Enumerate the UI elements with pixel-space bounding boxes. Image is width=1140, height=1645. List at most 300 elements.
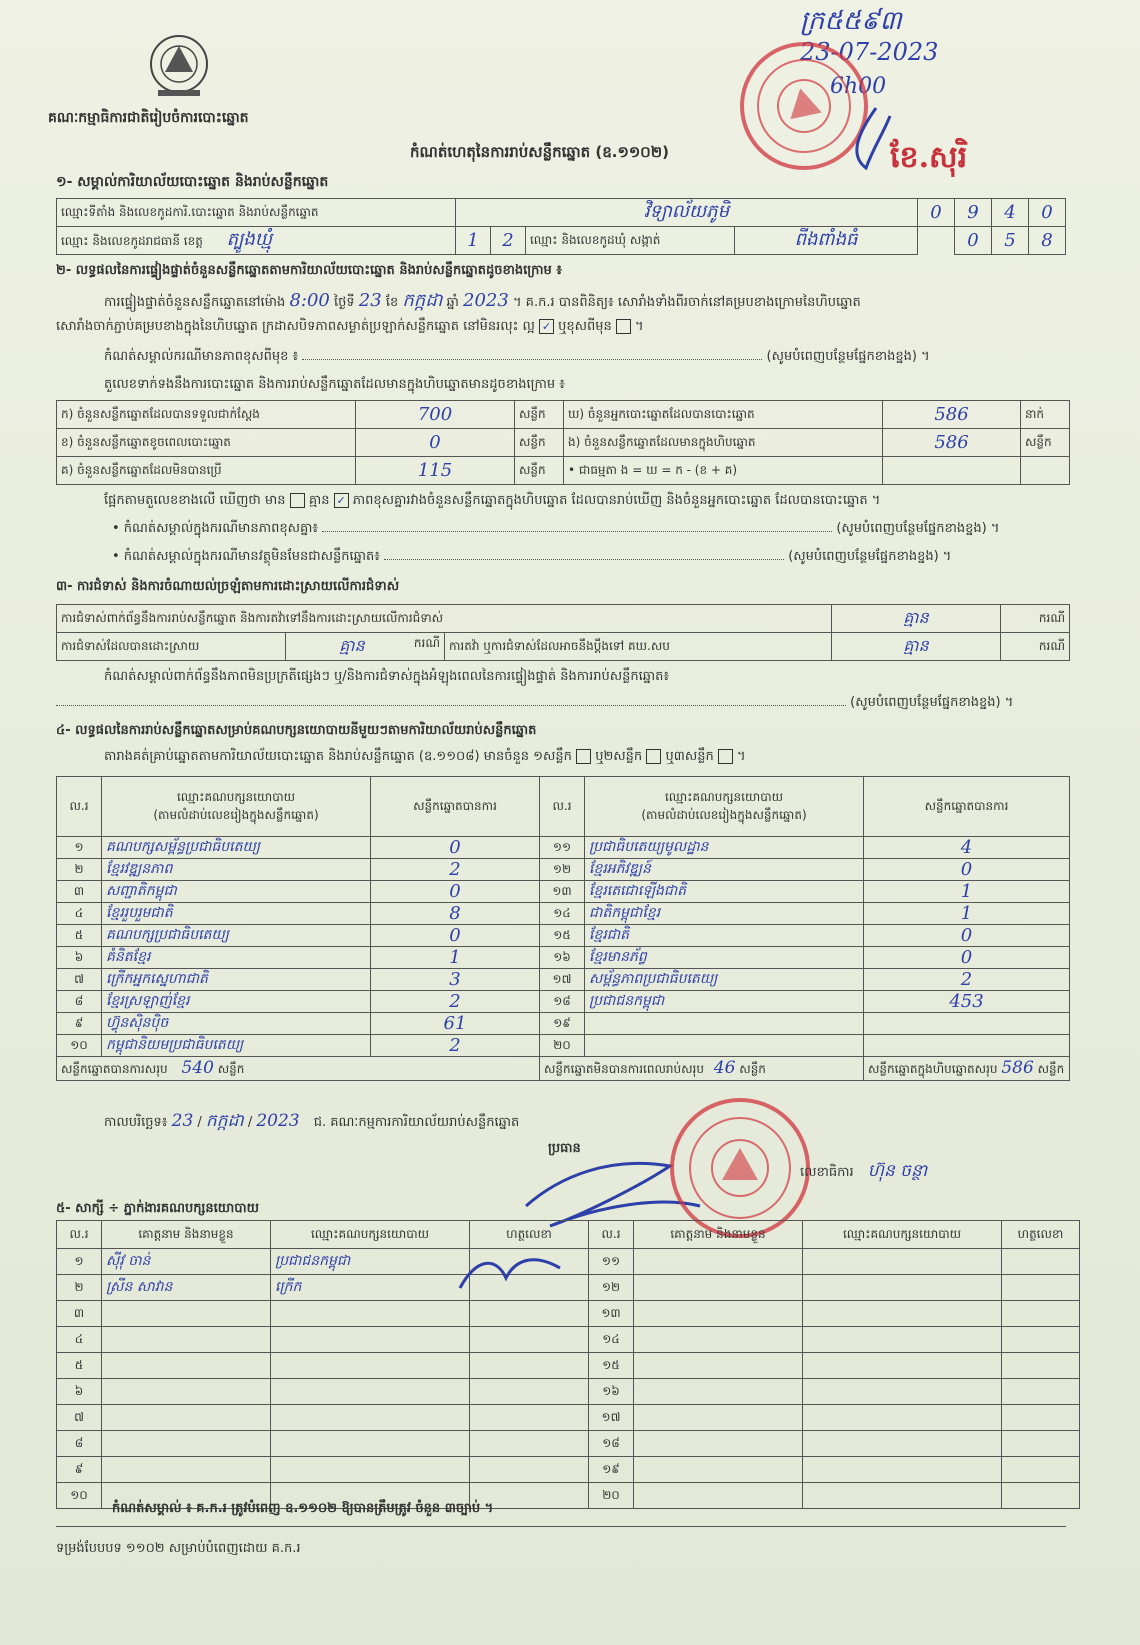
- s5-right-party: [803, 1457, 1002, 1483]
- s5-right-sign: [1002, 1431, 1080, 1457]
- hand-code: ក្រ៥៥៩៣: [800, 6, 902, 36]
- s2-line2-text: សោរាំងចាក់ភ្ជាប់គម្របខាងក្នុងនៃហិបឆ្នោត ក្រដាសបិទភាពសម្ងាត់ប្រឡាក់សន្លឹកឆ្នោត នៅមិនរលុះ: [56, 319, 519, 334]
- s2-day: 23: [358, 290, 382, 311]
- s5-left-name: ស្រីន សាវាន: [102, 1275, 271, 1301]
- s5-right-party: [803, 1353, 1002, 1379]
- s2-count-label2: ឃ) ចំនួនអ្នកបោះឆ្នោតដែលបានបោះឆ្នោត: [564, 401, 883, 429]
- s2-compare: [104, 492, 880, 511]
- s4-col-no-right: ល.រ: [540, 777, 585, 837]
- s1-row2-value-b: ពីងពាំងធំ: [735, 227, 918, 255]
- s2-bullet1-tail: (សូមបំពេញបន្ថែមផ្នែកខាងខ្នង) ។: [836, 521, 1000, 536]
- s2-count-row: [57, 429, 1070, 457]
- s2-month: កក្កដា: [402, 290, 443, 311]
- s5-left-sign: [470, 1457, 589, 1483]
- s5-right-sign: [1002, 1353, 1080, 1379]
- s4-right-party: [585, 1035, 864, 1057]
- s5-left-name: [102, 1327, 271, 1353]
- s4-right-votes: [864, 1013, 1070, 1035]
- s5-right-no: ១៤: [589, 1327, 634, 1353]
- s2-note1-text: កំណត់សម្គាល់ករណីមានភាពខុសពីមុខ ៖: [104, 349, 299, 364]
- s4-right-party: ខ្មែរមានភ័ព្វ: [585, 947, 864, 969]
- section5-title: ៥- សាក្សី ÷ ភ្នាក់ងារគណបក្សនយោបាយ: [56, 1201, 259, 1216]
- s4-left-no: ៥: [57, 925, 102, 947]
- s4-left-party: ខ្មែររួបរួមជាតិ: [102, 903, 371, 925]
- s2-note1-dots: [302, 359, 762, 360]
- s5-col-sign-left: ហត្ថលេខា: [470, 1221, 589, 1249]
- s2-count-unit2: នាក់: [1021, 401, 1070, 429]
- s4-left-party: គំនិតខ្មែរ: [102, 947, 371, 969]
- s2-count-value: 0: [356, 429, 515, 457]
- s1-row2-label: [57, 227, 456, 255]
- s4-right-no: ១៥: [540, 925, 585, 947]
- s3-note-dots: [56, 705, 846, 706]
- s2-check-no[interactable]: [616, 319, 631, 334]
- s5-left-no: ៨: [57, 1431, 102, 1457]
- s5-left-no: ៣: [57, 1301, 102, 1327]
- s5-witness-row: [57, 1275, 1080, 1301]
- s4-secretary: [800, 1160, 927, 1185]
- section4-title: ៤- លទ្ធផលនៃការរាប់សន្លឹកឆ្នោតសម្រាប់គណបក្សនយោបាយនីមួយៗតាមការិយាល័យរាប់សន្លឹកឆ្នោត: [56, 723, 537, 738]
- s3-note-tail: (សូមបំពេញបន្ថែមផ្នែកខាងខ្នង) ។: [850, 695, 1014, 710]
- s5-right-party: [803, 1379, 1002, 1405]
- s3-row1-unit: ករណី: [1001, 605, 1070, 633]
- s5-right-name: [634, 1353, 803, 1379]
- s5-right-no: ១៨: [589, 1431, 634, 1457]
- s5-left-sign: [470, 1327, 589, 1353]
- s4-secretary-name: ហ៊ុន ចន្ថា: [867, 1161, 928, 1181]
- s4-left-party: ហ៊្វុនស៊ិនប៉ិច: [102, 1013, 371, 1035]
- s5-right-name: [634, 1275, 803, 1301]
- s2-count-unit2: សន្លឹក: [1021, 429, 1070, 457]
- s4-left-votes: 2: [371, 991, 540, 1013]
- s2-count-label2: ង) ចំនួនសន្លឹកឆ្នោតដែលមានក្នុងហិបឆ្នោត: [564, 429, 883, 457]
- s4-col-votes-right: សន្លឹកឆ្នោតបានការ: [864, 777, 1070, 837]
- s5-right-party: [803, 1301, 1002, 1327]
- s5-right-party: [803, 1431, 1002, 1457]
- s4-right-votes: 4: [864, 837, 1070, 859]
- s3-row1-value: គ្មាន: [832, 605, 1001, 633]
- s5-left-no: ១: [57, 1249, 102, 1275]
- s4-right-party: ប្រជាធិបតេយ្យមូលដ្ឋាន: [585, 837, 864, 859]
- s5-witness-row: [57, 1405, 1080, 1431]
- s2-count-intro: តួលេខទាក់ទងនឹងការបោះឆ្នោត និងការរាប់សន្លឹកឆ្នោតដែលមានក្នុងហិបឆ្នោតមានដូចខាងក្រោម ៖: [104, 377, 565, 392]
- s5-witness-row: [57, 1457, 1080, 1483]
- s5-right-sign: [1002, 1327, 1080, 1353]
- s2-count-value: 115: [356, 457, 515, 485]
- s4-date-day: 23: [171, 1111, 194, 1131]
- s4-right-no: ១៤: [540, 903, 585, 925]
- s5-witness-row: [57, 1431, 1080, 1457]
- s5-right-no: ១៥: [589, 1353, 634, 1379]
- s5-left-no: ៩: [57, 1457, 102, 1483]
- s4-subtitle-a: តារាងគត់គ្រាប់ឆ្នោតតាមការិយាល័យបោះឆ្នោត និងរាប់សន្លឹកឆ្នោត (ឧ.១១០៨) មានចំនួន ១សន្លឹក: [104, 749, 572, 764]
- s5-right-sign: [1002, 1301, 1080, 1327]
- s5-left-party: ក្រើក: [271, 1275, 470, 1301]
- s4-left-no: ៤: [57, 903, 102, 925]
- s3-row2-value-b: គ្មាន: [832, 633, 1001, 661]
- s5-left-party: [271, 1457, 470, 1483]
- s1-code-4: 0: [1029, 199, 1066, 227]
- s5-left-no: ១០: [57, 1483, 102, 1509]
- s2-compare-a: ផ្អែកតាមតួលេខខាងលើ ឃើញថា មាន: [104, 493, 286, 508]
- s4-total-valid-unit: សន្លឹក: [217, 1062, 245, 1076]
- s2-note1-tail: (សូមបំពេញបន្ថែមផ្នែកខាងខ្នង) ។: [766, 349, 930, 364]
- s5-left-no: ៦: [57, 1379, 102, 1405]
- s4-left-party: ក្រើកអ្នកស្នេហាជាតិ: [102, 969, 371, 991]
- s5-right-party: [803, 1275, 1002, 1301]
- s2-bullet2: [112, 548, 951, 567]
- s4-col-party-right-sub: (តាមលំដាប់លេខរៀងក្នុងសន្លឹកឆ្នោត): [641, 807, 807, 822]
- s2-bullet2-dots: [384, 559, 784, 560]
- s2-bullet1-dots: [322, 531, 832, 532]
- s5-left-party: [271, 1327, 470, 1353]
- s1-row2-code-b-2: 5: [992, 227, 1029, 255]
- s3-row2-unit-b: ករណី: [1001, 633, 1070, 661]
- s2-compare-no[interactable]: ✓: [334, 493, 349, 508]
- s4-total-box: 586: [1001, 1058, 1034, 1078]
- s5-left-name: [102, 1457, 271, 1483]
- s5-right-sign: [1002, 1483, 1080, 1509]
- s5-left-party: [271, 1353, 470, 1379]
- s2-bullet2-text: • កំណត់សម្គាល់ក្នុងករណីមានវត្ថុមិនមែនជាសន្លឹកឆ្នោត៖: [112, 549, 380, 564]
- s4-result-row: [57, 991, 1070, 1013]
- s5-left-name: [102, 1301, 271, 1327]
- s5-right-sign: [1002, 1275, 1080, 1301]
- s4-total-box-label: សន្លឹកឆ្នោតក្នុងហិបឆ្នោតសរុប: [868, 1062, 998, 1076]
- s5-witness-row: [57, 1301, 1080, 1327]
- s5-col-name-left: គោត្តនាម និងនាមខ្លួន: [102, 1221, 271, 1249]
- s4-total-valid: 540: [181, 1058, 214, 1078]
- s4-left-party: សញ្ជាតិកម្ពុជា: [102, 881, 371, 903]
- s4-left-votes: 8: [371, 903, 540, 925]
- s4-left-no: ៧: [57, 969, 102, 991]
- s4-date-month: កក្កដា: [205, 1111, 244, 1131]
- s5-witness-row: [57, 1379, 1080, 1405]
- s5-right-name: [634, 1431, 803, 1457]
- s2-line1-a: ការផ្ទៀងផ្ទាត់ចំនួនសន្លឹកឆ្នោតនៅម៉ោង: [104, 295, 286, 310]
- s4-subtitle-c: ឬ៣សន្លឹក: [665, 749, 714, 764]
- s4-right-votes: [864, 1035, 1070, 1057]
- s5-left-name: [102, 1431, 271, 1457]
- s5-col-party-left: ឈ្មោះគណបក្សនយោបាយ: [271, 1221, 470, 1249]
- s5-left-party: ប្រជាជនកម្ពុជា: [271, 1249, 470, 1275]
- s2-line1: [104, 288, 861, 315]
- s5-left-sign: [470, 1431, 589, 1457]
- s4-col-no-left: ល.រ: [57, 777, 102, 837]
- s5-right-no: ១២: [589, 1275, 634, 1301]
- s1-code-2: 9: [955, 199, 992, 227]
- s4-right-votes: 2: [864, 969, 1070, 991]
- s4-right-party: ខ្មែរជាតិ: [585, 925, 864, 947]
- s4-right-votes: 453: [864, 991, 1070, 1013]
- s2-count-row: [57, 457, 1070, 485]
- s5-left-name: [102, 1379, 271, 1405]
- s4-left-votes: 0: [371, 925, 540, 947]
- s2-bullet1: [112, 520, 999, 539]
- s4-result-row: [57, 903, 1070, 925]
- s4-left-no: ៣: [57, 881, 102, 903]
- s5-right-no: ១៦: [589, 1379, 634, 1405]
- s4-total-invalid-cell: [540, 1057, 864, 1081]
- s2-count-row: [57, 401, 1070, 429]
- s4-left-party: ខ្មែរស្រឡាញ់ខ្មែរ: [102, 991, 371, 1013]
- s4-sheet-1[interactable]: [576, 749, 591, 764]
- s5-left-party: [271, 1379, 470, 1405]
- s5-left-name: [102, 1405, 271, 1431]
- s4-col-party-right: [585, 777, 864, 837]
- s3-row2-unit: ករណី: [413, 635, 440, 650]
- s5-right-no: ១១: [589, 1249, 634, 1275]
- s4-right-party: សម្ព័ន្ធភាពប្រជាធិបតេយ្យ: [585, 969, 864, 991]
- s4-result-row: [57, 1013, 1070, 1035]
- s3-row1-label: ការជំទាស់ពាក់ព័ន្ធនឹងការរាប់សន្លឹកឆ្នោត និងការតវ៉ាទៅនឹងការដោះស្រាយលើការជំទាស់: [57, 605, 832, 633]
- s4-result-row: [57, 837, 1070, 859]
- s5-witness-row: [57, 1327, 1080, 1353]
- s5-left-no: ៧: [57, 1405, 102, 1431]
- section2-title: ២- លទ្ធផលនៃការផ្ទៀងផ្ទាត់ចំនួនសន្លឹកឆ្នោតតាមការិយាល័យបោះឆ្នោត និងរាប់សន្លឹកឆ្នោតដូចខាងក្រោម ៖: [56, 263, 562, 278]
- s4-col-party-left-text: ឈ្មោះគណបក្សនយោបាយ: [176, 789, 296, 804]
- s4-col-party-left: [102, 777, 371, 837]
- s4-right-no: ១៣: [540, 881, 585, 903]
- s1-row1-label: ឈ្មោះទីតាំង និងលេខកូដការិ.បោះឆ្នោត និងរាប់សន្លឹកឆ្នោត: [57, 199, 456, 227]
- s4-left-votes: 0: [371, 837, 540, 859]
- s3-row2-value: [286, 633, 445, 661]
- s2-line1-c: ខែ: [385, 295, 399, 310]
- s2-count-value2: 586: [883, 429, 1021, 457]
- s5-right-sign: [1002, 1457, 1080, 1483]
- s5-right-name: [634, 1327, 803, 1353]
- s5-right-sign: [1002, 1379, 1080, 1405]
- s1-row2-label-b: ឈ្មោះ និងលេខកូដឃុំ សង្កាត់: [526, 227, 735, 255]
- s4-right-party: ជាតិកម្ពុជាខ្មែរ: [585, 903, 864, 925]
- s5-left-no: ៤: [57, 1327, 102, 1353]
- s2-bullet1-text: • កំណត់សម្គាល់ក្នុងករណីមានភាពខុសគ្នា៖: [112, 521, 319, 536]
- s5-right-name: [634, 1301, 803, 1327]
- s5-right-party: [803, 1249, 1002, 1275]
- s4-left-votes: 2: [371, 859, 540, 881]
- s5-right-no: ២០: [589, 1483, 634, 1509]
- s5-left-sign: [470, 1405, 589, 1431]
- s5-left-name: ស៊ីវុ ចាន់: [102, 1249, 271, 1275]
- s2-count-unit2: [1021, 457, 1070, 485]
- s2-count-value2: 586: [883, 401, 1021, 429]
- s1-row2-label-text: ឈ្មោះ និងលេខកូដរាជធានី ខេត្ត: [61, 234, 203, 248]
- s4-sheet-3[interactable]: [718, 749, 733, 764]
- s1-row2-code-b-3: 8: [1029, 227, 1066, 255]
- s5-left-party: [271, 1301, 470, 1327]
- s1-code-3: 4: [992, 199, 1029, 227]
- s4-date-year: 2023: [256, 1111, 300, 1131]
- s5-right-no: ១៩: [589, 1457, 634, 1483]
- s4-left-votes: 1: [371, 947, 540, 969]
- s4-col-party-left-sub: (តាមលំដាប់លេខរៀងក្នុងសន្លឹកឆ្នោត): [153, 807, 319, 822]
- s4-results-table: [56, 776, 1070, 1081]
- s5-col-party-right: ឈ្មោះគណបក្សនយោបាយ: [803, 1221, 1002, 1249]
- s4-left-votes: 3: [371, 969, 540, 991]
- footer-form-note: ទម្រង់បែបបទ ១១០២ សម្រាប់បំពេញដោយ គ.ក.រ: [56, 1541, 301, 1556]
- s5-right-party: [803, 1483, 1002, 1509]
- s3-table: [56, 604, 1070, 661]
- emblem-icon: [140, 32, 218, 102]
- s4-total-box-cell: [864, 1057, 1070, 1081]
- s2-year: 2023: [463, 290, 509, 311]
- s1-row2-code-b-1: 0: [955, 227, 992, 255]
- s4-right-no: ១៧: [540, 969, 585, 991]
- s3-row2-value-text: គ្មាន: [339, 635, 365, 655]
- s5-right-no: ១៧: [589, 1405, 634, 1431]
- s2-line2: សោរាំងចាក់ភ្ជាប់គម្របខាងក្នុងនៃហិបឆ្នោត ក្រដាសបិទភាពសម្ងាត់ប្រឡាក់សន្លឹកឆ្នោត នៅមិនរលុះ ល្អ ✓ ឬខុសពីមុន ។: [56, 319, 644, 334]
- s4-left-no: ៦: [57, 947, 102, 969]
- s2-bullet2-tail: (សូមបំពេញបន្ថែមផ្នែកខាងខ្នង) ។: [788, 549, 952, 564]
- s4-right-votes: 0: [864, 947, 1070, 969]
- s4-total-invalid: 46: [713, 1058, 736, 1078]
- s4-right-party: ខ្មែរតេជោឡើងជាតិ: [585, 881, 864, 903]
- s4-result-row: [57, 947, 1070, 969]
- s4-sheet-2[interactable]: [646, 749, 661, 764]
- s5-right-name: [634, 1405, 803, 1431]
- section1-table: [56, 198, 1066, 255]
- s5-right-party: [803, 1405, 1002, 1431]
- s5-left-sign: [470, 1379, 589, 1405]
- s2-count-table: [56, 400, 1070, 485]
- s4-left-party: ខ្មែរវឌ្ឍនភាព: [102, 859, 371, 881]
- s2-line1-e: ។ គ.ក.រ បានពិនិត្យ៖ សោរាំងទាំងពីរចាក់នៅគម្របខាងក្រោមនៃហិបឆ្នោត: [512, 295, 861, 310]
- s4-total-box-unit: សន្លឹក: [1037, 1062, 1065, 1076]
- s2-note1: [104, 348, 1064, 367]
- s4-right-no: ១២: [540, 859, 585, 881]
- s4-right-votes: 1: [864, 881, 1070, 903]
- s5-right-sign: [1002, 1405, 1080, 1431]
- s5-left-party: [271, 1431, 470, 1457]
- s4-result-row: [57, 1035, 1070, 1057]
- s1-row2-value: ត្បូងឃ្មុំ: [226, 229, 272, 250]
- s5-right-name: [634, 1249, 803, 1275]
- s4-left-no: ១: [57, 837, 102, 859]
- s5-col-no-left: ល.រ: [57, 1221, 102, 1249]
- signature-mark: [846, 106, 896, 174]
- footer-rule: [56, 1526, 1066, 1527]
- s4-subtitle: តារាងគត់គ្រាប់ឆ្នោតតាមការិយាល័យបោះឆ្នោត និងរាប់សន្លឹកឆ្នោត (ឧ.១១០៨) មានចំនួន ១សន្លឹក ឬ២សន្លឹក ឬ៣សន្លឹក ។: [104, 749, 746, 764]
- hand-sign-text: ខែ.សុរិ: [890, 140, 968, 175]
- s4-right-party: ខ្មែរអភិវឌ្ឍន៍: [585, 859, 864, 881]
- s2-compare-yes[interactable]: [290, 493, 305, 508]
- s2-count-label: ក) ចំនួនសន្លឹកឆ្នោតដែលបានទទួលជាក់ស្តែង: [57, 401, 356, 429]
- s2-line1-d: ឆ្នាំ: [446, 295, 459, 310]
- s1-code-1: 0: [918, 199, 955, 227]
- s2-count-value: 700: [356, 401, 515, 429]
- s4-chair-label: ប្រធាន: [548, 1141, 581, 1156]
- s5-col-no-right: ល.រ: [589, 1221, 634, 1249]
- s2-count-label: ខ) ចំនួនសន្លឹកឆ្នោតខូចពេលបោះឆ្នោត: [57, 429, 356, 457]
- s5-left-party: [271, 1405, 470, 1431]
- s3-note-line: [56, 694, 1066, 713]
- s4-right-party: [585, 1013, 864, 1035]
- s4-left-party: គណបក្សប្រជាធិបតេយ្យ: [102, 925, 371, 947]
- s5-right-name: [634, 1457, 803, 1483]
- s4-result-row: [57, 881, 1070, 903]
- s4-right-no: ២០: [540, 1035, 585, 1057]
- s5-right-no: ១៣: [589, 1301, 634, 1327]
- s4-right-no: ១៦: [540, 947, 585, 969]
- s3-row2-label: ការជំទាស់ដែលបានដោះស្រាយ: [57, 633, 286, 661]
- s5-left-sign: [470, 1301, 589, 1327]
- s4-col-votes-left: សន្លឹកឆ្នោតបានការ: [371, 777, 540, 837]
- s5-col-name-right: គោត្តនាម និងនាមខ្លួន: [634, 1221, 803, 1249]
- s4-right-no: ១៩: [540, 1013, 585, 1035]
- s2-count-unit: សន្លឹក: [515, 457, 564, 485]
- section3-title: ៣- ការជំទាស់ និងការចំណាយល់ច្រឡំតាមការដោះស្រាយលើការជំទាស់: [56, 579, 400, 594]
- s4-date-line: កាលបរិច្ឆេទ៖ 23 / កក្កដា / 2023 ជ. គណៈកម្មការការិយាល័យរាប់សន្លឹកឆ្នោត: [104, 1111, 520, 1131]
- s4-right-party: ប្រជាជនកម្ពុជា: [585, 991, 864, 1013]
- s2-count-value2: [883, 457, 1021, 485]
- s5-left-sign: [470, 1353, 589, 1379]
- s4-col-party-right-text: ឈ្មោះគណបក្សនយោបាយ: [664, 789, 784, 804]
- s4-right-no: ១៨: [540, 991, 585, 1013]
- hand-time: 6h00: [830, 74, 887, 99]
- s4-result-row: [57, 925, 1070, 947]
- org-name: គណៈកម្មាធិការជាតិរៀបចំការបោះឆ្នោត: [48, 110, 249, 126]
- s1-row2-code-1: 1: [456, 227, 491, 255]
- s4-right-votes: 1: [864, 903, 1070, 925]
- s4-date-label: កាលបរិច្ឆេទ៖: [104, 1115, 168, 1130]
- s4-left-party: គណបក្សសម្ព័ន្ធប្រជាធិបតេយ្យ: [102, 837, 371, 859]
- s5-right-name: [634, 1379, 803, 1405]
- s2-compare-c: ភាពខុសគ្នារវាងចំនួនសន្លឹកឆ្នោតក្នុងហិបឆ្នោត ដែលបានរាប់ឃើញ និងចំនួនអ្នកបោះឆ្នោត ដែលបានបោះឆ្នោត ។: [352, 493, 881, 508]
- s4-right-votes: 0: [864, 859, 1070, 881]
- s4-left-votes: 2: [371, 1035, 540, 1057]
- s5-left-no: ៥: [57, 1353, 102, 1379]
- s1-row1-value: វិទ្យាល័យភូមិ: [456, 199, 918, 227]
- s4-left-no: ២: [57, 859, 102, 881]
- s5-right-party: [803, 1327, 1002, 1353]
- s5-right-name: [634, 1483, 803, 1509]
- s2-time: 8:00: [289, 290, 330, 311]
- s5-left-no: ២: [57, 1275, 102, 1301]
- s2-check-yes-label: ល្អ: [522, 319, 535, 334]
- s4-secretary-label: លេខាធិការ: [800, 1165, 854, 1180]
- s2-compare-b: គ្មាន: [308, 493, 330, 508]
- s5-witness-table: [56, 1220, 1080, 1509]
- hand-date: 23-07-2023: [800, 38, 939, 66]
- s5-col-sign-right: ហត្ថលេខា: [1002, 1221, 1080, 1249]
- s5-witness-row: [57, 1353, 1080, 1379]
- s3-row2-label-b: ការតវ៉ា ឬការជំទាស់ដែលអាចនឹងប្តឹងទៅ គឃ.សប: [445, 633, 832, 661]
- s2-line1-b: ថ្ងៃទី: [334, 295, 355, 310]
- s4-total-valid-label: សន្លឹកឆ្នោតបានការសរុប: [61, 1062, 168, 1076]
- s5-right-sign: [1002, 1249, 1080, 1275]
- s2-check-yes[interactable]: ✓: [539, 319, 554, 334]
- s4-result-row: [57, 969, 1070, 991]
- s4-left-no: ១០: [57, 1035, 102, 1057]
- s4-left-party: កម្ពុជានិយមប្រជាធិបតេយ្យ: [102, 1035, 371, 1057]
- s4-right-no: ១១: [540, 837, 585, 859]
- s4-left-votes: 0: [371, 881, 540, 903]
- s4-total-invalid-label: សន្លឹកឆ្នោតមិនបានការពេលរាប់សរុប: [544, 1062, 704, 1076]
- s3-note: កំណត់សម្គាល់ពាក់ព័ន្ធនឹងភាពមិនប្រក្រតីផ្សេងៗ ឬ/និងការជំទាស់ក្នុងអំឡុងពេលនៃការផ្ទៀងផ្ទាត់ និងការរាប់សន្លឹកឆ្នោត៖: [104, 669, 670, 684]
- witness-signature: [456, 1248, 566, 1302]
- s4-left-no: ៩: [57, 1013, 102, 1035]
- committee-stamp: [670, 1098, 810, 1238]
- s2-check-no-label: ឬខុសពីមុន: [558, 319, 612, 334]
- s2-count-label2: • ជាធម្មតា ង = ឃ = ក - (ខ + គ): [564, 457, 883, 485]
- s2-count-unit: សន្លឹក: [515, 401, 564, 429]
- form-title: កំណត់ហេតុនៃការរាប់សន្លឹកឆ្នោត (ឧ.១១០២): [410, 143, 670, 161]
- s5-left-name: [102, 1353, 271, 1379]
- s5-witness-row: [57, 1249, 1080, 1275]
- s4-right-votes: 0: [864, 925, 1070, 947]
- s4-subtitle-b: ឬ២សន្លឹក: [595, 749, 643, 764]
- s4-total-valid-cell: [57, 1057, 540, 1081]
